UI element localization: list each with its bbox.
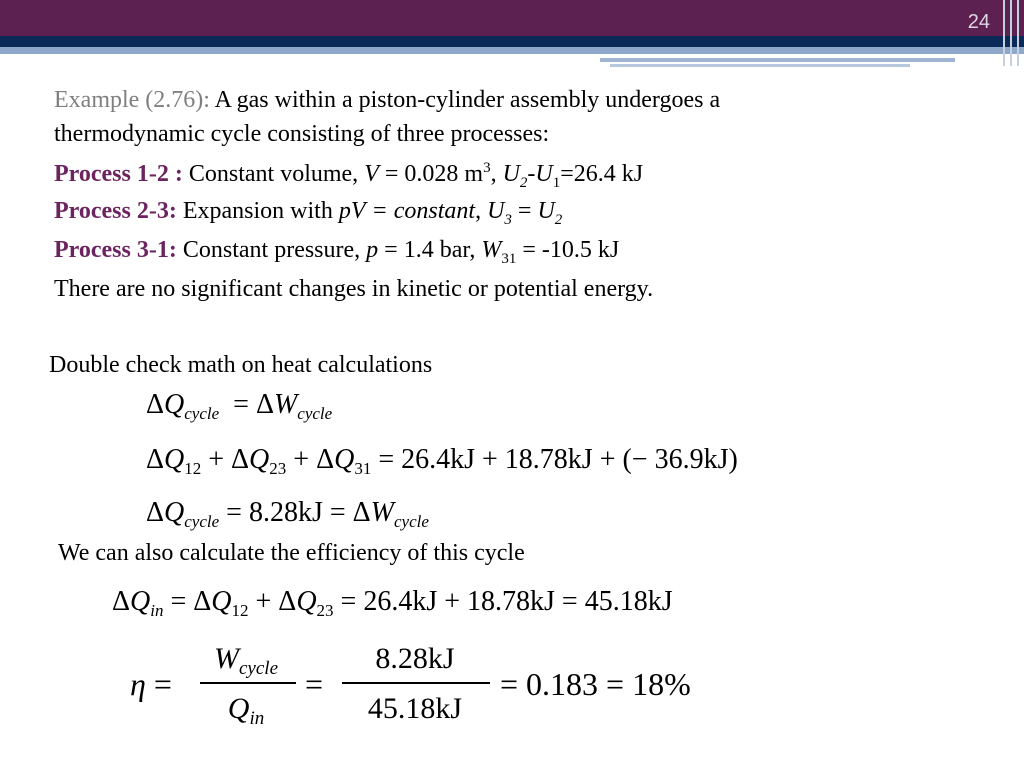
eta-fraction-2-num: 8.28kJ [375, 642, 455, 675]
example-text: A gas within a piston-cylinder assembly undergoes a [214, 87, 721, 113]
process-1-2: Process 1-2 : Constant volume, V = 0.028 $m^3$, $U_2-U_1=26.4$ kJ [54, 160, 644, 191]
process-2-3-label: Process 2-3: [54, 198, 177, 224]
page-number: 24 [967, 11, 990, 33]
process-3-1-work: = -10.5 kJ [522, 237, 620, 263]
light-blue-band [0, 47, 1024, 54]
equation-sum-values: = 26.4kJ + 18.78kJ + (− 36.9kJ) [378, 444, 738, 475]
equation-result-value: = 8.28kJ = [226, 497, 346, 528]
double-check-text: Double check math on heat calculations [49, 352, 433, 378]
equation-heat-in-values: = 26.4kJ + 18.78kJ = 45.18kJ [340, 586, 673, 617]
equation-result: $\Delta Q_{cycle} = 8.28kJ = \Delta W_{cycle}$ [146, 497, 429, 531]
accent-line-2 [610, 64, 910, 67]
eta-symbol: η = [130, 666, 172, 702]
example-line-2: thermodynamic cycle consisting of three processes: [54, 121, 550, 147]
process-1-2-text: Constant volume, [188, 161, 359, 187]
equals-sign: = [305, 666, 324, 702]
process-3-1-text: Constant pressure, [182, 237, 361, 263]
decor-line [1003, 0, 1005, 66]
fraction-bar-2 [342, 682, 490, 684]
process-1-2-energy: =26.4 kJ [560, 161, 644, 187]
eta-fraction-1-num: $W_{cycle}$ [213, 642, 278, 679]
navy-band [0, 36, 1024, 47]
equation-cycle: $\Delta Q_{cycle} = \Delta W_{cycle}$ [146, 389, 333, 423]
eta-fraction-1-den: $Q_{in}$ [227, 692, 265, 729]
example-label: Example (2.76): [54, 87, 210, 113]
process-2-3-relation: = constant [371, 198, 476, 224]
process-3-1: Process 3-1: Constant pressure, p = 1.4 bar, $W_{31} = -10.5$ kJ [54, 237, 620, 267]
process-2-3-text: Expansion with [182, 198, 333, 224]
fraction-bar-1 [200, 682, 296, 684]
process-3-1-label: Process 3-1: [54, 237, 177, 263]
energy-note: There are no significant changes in kinetic or potential energy. [54, 276, 654, 302]
efficiency-intro: We can also calculate the efficiency of this cycle [58, 540, 525, 566]
accent-line [600, 58, 955, 62]
process-2-3: Process 2-3: Expansion with pV = constant, $U_3 = U_2$ [54, 198, 563, 228]
equation-heat-in: $\Delta Q_{in} = \Delta Q_{12} + \Delta Q_{23} = 26.4kJ + 18.78kJ = 45.18kJ$ [112, 586, 673, 620]
process-1-2-label: Process 1-2 : [54, 161, 183, 187]
equation-sum: $\Delta Q_{12} + \Delta Q_{23} + \Delta Q_{31} = 26.4kJ + 18.78kJ$ + (− 36.9kJ) [146, 444, 738, 478]
title-band [0, 0, 1024, 36]
decor-line [1010, 0, 1012, 66]
eta-fraction-2-den: 45.18kJ [367, 692, 463, 725]
decor-line [1017, 0, 1019, 66]
process-1-2-volume: = 0.028 m [384, 161, 484, 187]
eta-result: = 0.183 = 18% [500, 666, 691, 702]
example-line-1 [54, 88, 720, 112]
process-3-1-pressure: = 1.4 bar, [384, 237, 476, 263]
